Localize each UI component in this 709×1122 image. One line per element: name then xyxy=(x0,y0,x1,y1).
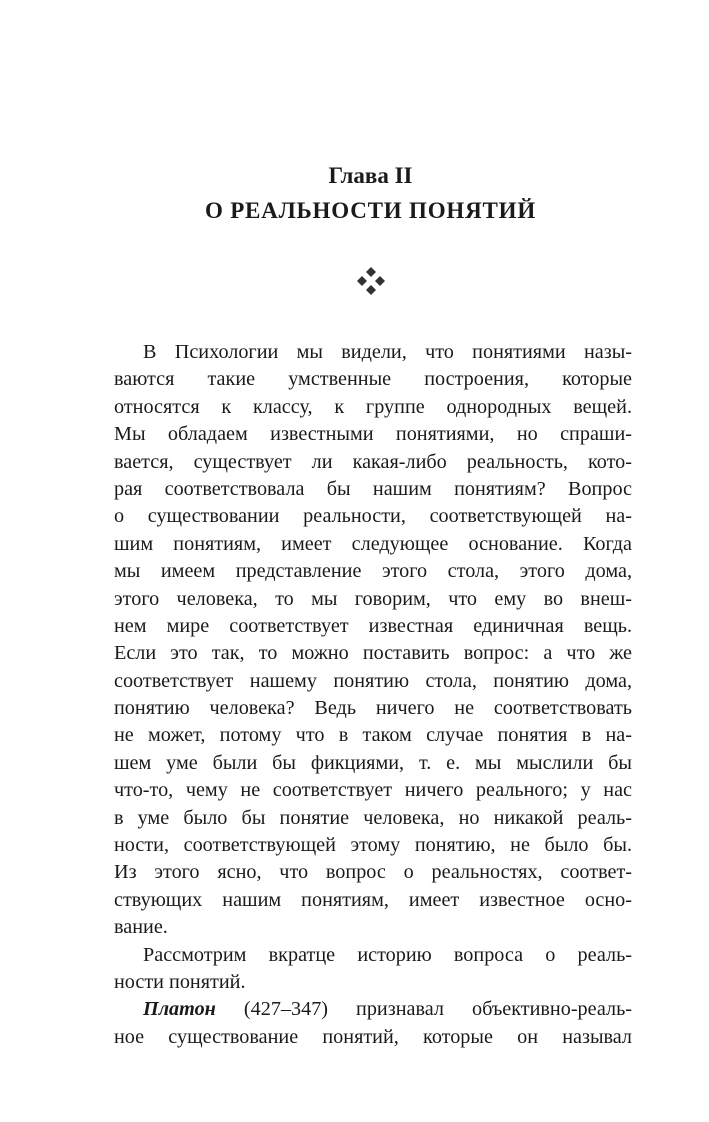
text-line: шим понятиям, имеет следующее основание. Когда xyxy=(114,532,632,555)
chapter-title: О РЕАЛЬНОСТИ ПОНЯТИЙ xyxy=(204,198,537,223)
person-name-plato: Платон xyxy=(143,998,216,1021)
text-line: не может, потому что в таком случае понятия в на- xyxy=(114,724,632,747)
text-line: о существовании реальности, соответствующей на- xyxy=(114,505,632,528)
text-fragment: (427–347) признавал объективно-реаль- xyxy=(215,998,632,1021)
text-line: Из этого ясно, что вопрос о реальностях, соответ- xyxy=(114,861,632,884)
chapter-body xyxy=(114,339,632,1051)
text-line: ности понятий. xyxy=(114,970,246,993)
text-line: мы имеем представление этого стола, этого дома, xyxy=(114,560,632,583)
text-line: рая соответствовала бы нашим понятиям? Вопрос xyxy=(114,477,632,500)
text-line: в уме было бы понятие человека, но никакой реаль- xyxy=(114,806,632,829)
text-line: нем мире соответствует известная единичная вещь. xyxy=(114,614,632,637)
text-line: вание. xyxy=(114,916,168,939)
text-line: понятию человека? Ведь ничего не соответствовать xyxy=(114,697,632,720)
text-line: шем уме были бы фикциями, т. е. мы мыслили бы xyxy=(114,751,632,774)
text-line: относятся к классу, к группе однородных вещей. xyxy=(114,395,632,418)
text-line: В Психологии мы видели, что понятиями назы- xyxy=(143,341,632,363)
text-line: ваются такие умственные построения, которые xyxy=(114,368,632,391)
text-line: ное существование понятий, которые он называл xyxy=(114,1025,632,1048)
text-line: Рассмотрим вкратце историю вопроса о реаль- xyxy=(143,943,632,966)
four-diamond-ornament-icon xyxy=(356,266,386,296)
text-line: этого человека, то мы говорим, что ему во внеш- xyxy=(114,587,632,610)
chapter-number: Глава II xyxy=(328,163,413,188)
text-line: соответствует нашему понятию стола, понятию дома, xyxy=(114,669,632,692)
text-line: ности, соответствующей этому понятию, не было бы. xyxy=(114,834,632,857)
text-line xyxy=(114,996,632,1023)
text-line: Если это так, то можно поставить вопрос: а что же xyxy=(114,642,632,665)
text-line: ствующих нашим понятиям, имеет известное осно- xyxy=(114,888,632,911)
text-line: Мы обладаем известными понятиями, но спраши- xyxy=(114,423,632,446)
text-line: что-то, чему не соответствует ничего реального; у нас xyxy=(114,779,632,802)
text-line: вается, существует ли какая-либо реальность, кото- xyxy=(114,450,632,473)
